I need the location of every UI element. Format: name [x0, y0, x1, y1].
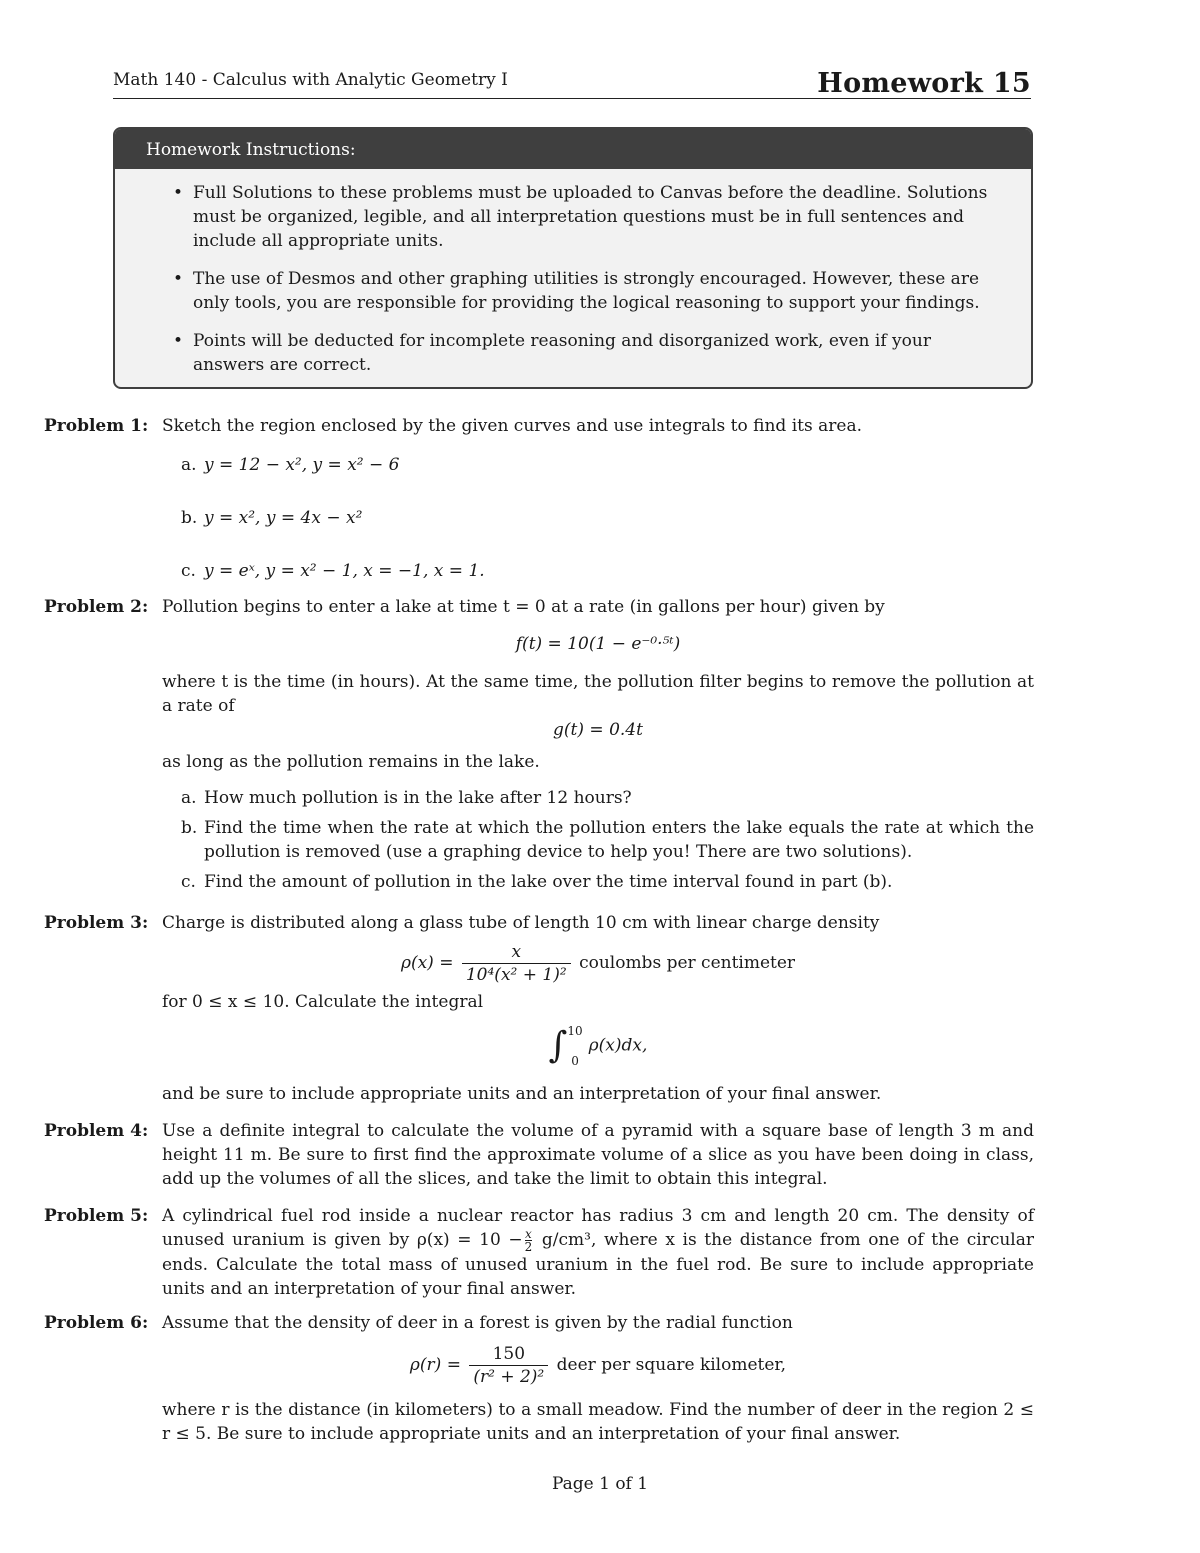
- instructions-list: [115, 181, 1031, 377]
- part-text: y = x², y = 4x − x²: [204, 508, 363, 528]
- problem-label: Problem 1:: [44, 416, 149, 436]
- problem-part: [162, 816, 1034, 864]
- part-letter: c.: [181, 872, 196, 892]
- problem-4: [44, 1119, 1034, 1191]
- integral-sign: ∫: [548, 1025, 568, 1066]
- problem-text-3: as long as the pollution remains in the lake.: [162, 752, 540, 772]
- problem-text: Pollution begins to enter a lake at time t = 0 at a rate (in gallons per hour) given by: [162, 597, 885, 617]
- course-title: Math 140 - Calculus with Analytic Geometry I: [113, 70, 508, 90]
- problem-5: [44, 1204, 1034, 1301]
- equation-rho: ρ(x) = $\frac{x}{\text{10⁴(x² + 1)²}}$ coulombs per centimeter: [400, 942, 796, 985]
- fraction: $\frac{150}{\text{(r² + 2)²}}$: [469, 1343, 548, 1388]
- problem-3: [44, 911, 1034, 1106]
- instruction-item: • Full Solutions to these problems must be uploaded to Canvas before the deadline. Solutions must be organized, legible, and all interpretation questions must be in full sentences and include all appropriate units.: [193, 181, 1031, 253]
- instruction-item: • Points will be deducted for incomplete reasoning and disorganized work, even if your answers are correct.: [193, 329, 1031, 377]
- problem-label: Problem 6:: [44, 1313, 149, 1333]
- problem-1: [44, 414, 1034, 583]
- equation-deer: ρ(r) = $\frac{150}{\text{(r² + 2)²}}$ deer per square kilometer,: [409, 1344, 787, 1387]
- fraction: $\frac{x}{\text{10⁴(x² + 1)²}}$: [462, 941, 571, 986]
- equation-f: f(t) = 10(1 − e⁻⁰·⁵ᵗ): [515, 634, 681, 654]
- part-letter: a.: [181, 788, 197, 808]
- part-text: y = 12 − x², y = x² − 6: [204, 455, 400, 475]
- part-text: How much pollution is in the lake after 12 hours?: [204, 788, 632, 808]
- part-text: Find the time when the rate at which the pollution enters the lake equals the rate at which the pollution is removed (use a graphing device to help you! There are two solutions).: [204, 818, 1034, 862]
- integral-limits: 10 0: [567, 1024, 583, 1068]
- part-letter: a.: [181, 455, 197, 475]
- problem-part: [162, 559, 1034, 583]
- problem-part: [162, 506, 1034, 530]
- fraction: $\frac{x}{2}$: [524, 1227, 533, 1254]
- integral: ∫ 10 0 ρ(x)dx,: [162, 1016, 1034, 1076]
- page-footer: Page 1 of 1: [551, 1474, 649, 1494]
- problem-label: Problem 2:: [44, 597, 149, 617]
- problem-text: A cylindrical fuel rod inside a nuclear reactor has radius 3 cm and length 20 cm. The density of unused uranium is given by ρ(x) = 10 − $\frac{x}{2} g/cm^3$, where x is the distance from one of the circular ends. Calculate the total mass of unused uranium in the fuel rod. Be sure to include appropriate units and an interpretation of your final answer.: [162, 1206, 1034, 1299]
- problem-label: Problem 4:: [44, 1121, 149, 1141]
- problem-part: [162, 870, 1034, 894]
- problem-text-2: where t is the time (in hours). At the same time, the pollution filter begins to remove the pollution at a rate of: [162, 672, 1034, 716]
- part-letter: c.: [181, 561, 196, 581]
- problem-text: Charge is distributed along a glass tube of length 10 cm with linear charge density: [162, 913, 880, 933]
- problem-part: [162, 453, 1034, 477]
- equation-g: g(t) = 0.4t: [553, 720, 643, 740]
- problem-text: Assume that the density of deer in a forest is given by the radial function: [162, 1313, 793, 1333]
- problem-label: Problem 3:: [44, 913, 149, 933]
- problem-2: [44, 595, 1034, 894]
- problem-text: Sketch the region enclosed by the given curves and use integrals to find its area.: [162, 416, 862, 436]
- instruction-item: • The use of Desmos and other graphing utilities is strongly encouraged. However, these are only tools, you are responsible for providing the logical reasoning to support your findings.: [193, 267, 1031, 315]
- problem-label: Problem 5:: [44, 1206, 149, 1226]
- page-header: [113, 62, 1031, 99]
- problem-text: Use a definite integral to calculate the volume of a pyramid with a square base of length 3 m and height 11 m. Be sure to first find the approximate volume of a slice as you have been doing in class, add up the volumes of all the slices, and take the limit to obtain this integral.: [162, 1121, 1034, 1189]
- problem-6: [44, 1311, 1034, 1446]
- part-text: Find the amount of pollution in the lake over the time interval found in part (b).: [204, 872, 893, 892]
- instructions-box: [113, 127, 1033, 389]
- problem-text-3: and be sure to include appropriate units and an interpretation of your final answer.: [162, 1084, 882, 1104]
- problem-text-2: where r is the distance (in kilometers) to a small meadow. Find the number of deer in the region 2 ≤ r ≤ 5. Be sure to include appropriate units and an interpretation of your final answer.: [162, 1400, 1034, 1444]
- problem-part: [162, 786, 1034, 810]
- homework-title: Homework 15: [817, 68, 1031, 99]
- part-letter: b.: [181, 818, 198, 838]
- instructions-heading: Homework Instructions:: [115, 129, 1031, 169]
- problem-text-2: for 0 ≤ x ≤ 10. Calculate the integral: [162, 992, 484, 1012]
- part-letter: b.: [181, 508, 198, 528]
- part-text: y = eˣ, y = x² − 1, x = −1, x = 1.: [204, 561, 485, 581]
